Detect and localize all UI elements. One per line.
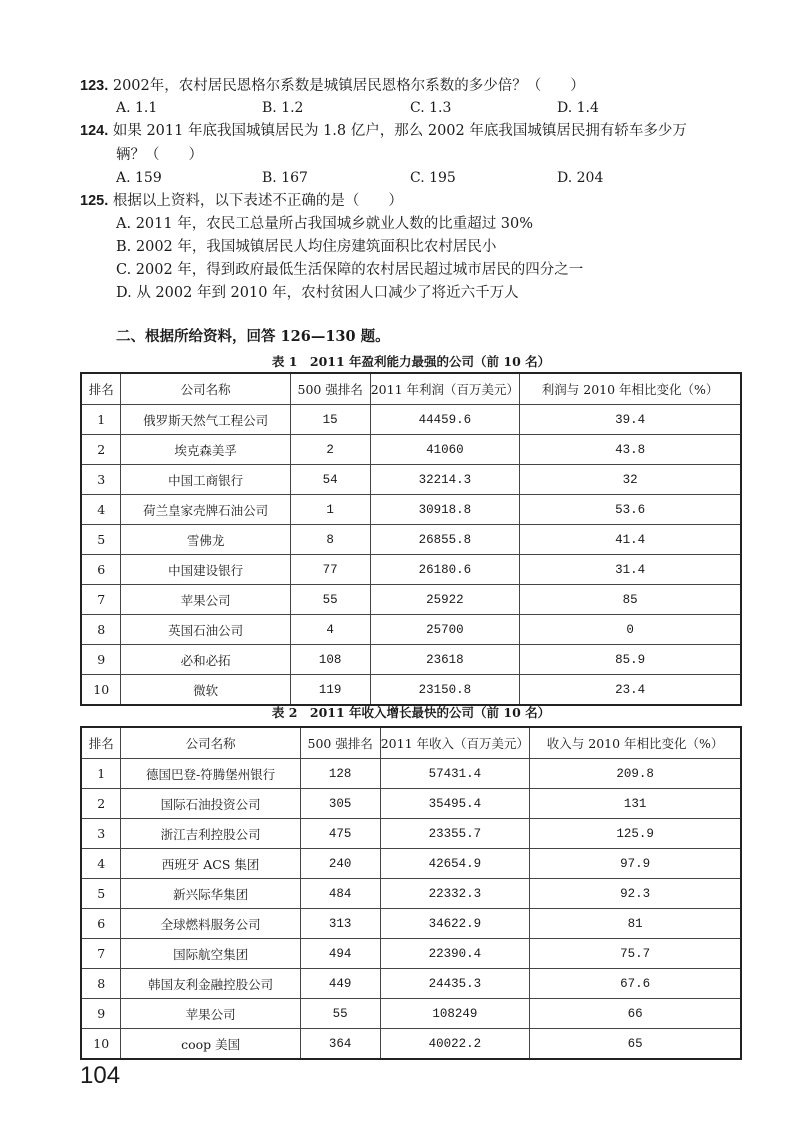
cell-rank: 3 [81, 465, 121, 495]
header-rank: 排名 [81, 727, 121, 759]
cell-value: 40022.2 [380, 1029, 530, 1060]
cell-change: 53.6 [520, 495, 741, 525]
cell-value: 34622.9 [380, 909, 530, 939]
cell-value: 23618 [370, 645, 520, 675]
header-revenue-change: 收入与 2010 年相比变化（%） [530, 727, 741, 759]
cell-500-rank: 494 [300, 939, 380, 969]
cell-value: 57431.4 [380, 759, 530, 789]
table-row [81, 615, 741, 645]
table-row [81, 675, 741, 706]
table-row [81, 999, 741, 1029]
header-500-rank: 500 强排名 [290, 373, 370, 405]
option-b: B. 1.2 [262, 100, 304, 116]
cell-change: 66 [530, 999, 741, 1029]
cell-change: 209.8 [530, 759, 741, 789]
cell-company: 中国工商银行 [121, 465, 290, 495]
table-header-row [81, 373, 741, 405]
cell-500-rank: 2 [290, 435, 370, 465]
cell-rank: 1 [81, 759, 121, 789]
question-text: 2002年，农村居民恩格尔系数是城镇居民恩格尔系数的多少倍？（ ） [112, 78, 585, 94]
cell-company: 德国巴登-符腾堡州银行 [121, 759, 300, 789]
cell-rank: 7 [81, 939, 121, 969]
cell-500-rank: 55 [300, 999, 380, 1029]
cell-value: 30918.8 [370, 495, 520, 525]
cell-company: 国际石油投资公司 [121, 789, 300, 819]
cell-value: 22332.3 [380, 879, 530, 909]
table-row [81, 1029, 741, 1060]
cell-rank: 10 [81, 1029, 121, 1060]
cell-rank: 1 [81, 405, 121, 435]
table2-caption: 表 2 2011 年收入增长最快的公司（前 10 名） [271, 705, 551, 720]
option-b: B. 2002 年，我国城镇居民人均住房建筑面积比农村居民小 [116, 239, 497, 255]
cell-change: 131 [530, 789, 741, 819]
cell-change: 85 [520, 585, 741, 615]
cell-value: 23355.7 [380, 819, 530, 849]
cell-rank: 8 [81, 969, 121, 999]
cell-change: 67.6 [530, 969, 741, 999]
cell-company: 苹果公司 [121, 585, 290, 615]
cell-company: 国际航空集团 [121, 939, 300, 969]
cell-value: 22390.4 [380, 939, 530, 969]
cell-value: 24435.3 [380, 969, 530, 999]
cell-change: 85.9 [520, 645, 741, 675]
cell-500-rank: 15 [290, 405, 370, 435]
option-c: C. 195 [410, 170, 456, 186]
option-c: C. 1.3 [410, 100, 452, 116]
table-row [81, 939, 741, 969]
table-row [81, 525, 741, 555]
cell-company: 埃克森美孚 [121, 435, 290, 465]
cell-rank: 10 [81, 675, 121, 706]
cell-value: 42654.9 [380, 849, 530, 879]
cell-rank: 2 [81, 435, 121, 465]
table-header-row [81, 727, 741, 759]
cell-change: 23.4 [520, 675, 741, 706]
question-125 [80, 190, 403, 212]
table-row [81, 879, 741, 909]
question-123 [80, 75, 585, 97]
question-text-continued: 辆？（ ） [116, 147, 203, 163]
cell-rank: 9 [81, 645, 121, 675]
cell-company: 中国建设银行 [121, 555, 290, 585]
cell-change: 0 [520, 615, 741, 645]
cell-company: 韩国友利金融控股公司 [121, 969, 300, 999]
cell-value: 25922 [370, 585, 520, 615]
cell-change: 75.7 [530, 939, 741, 969]
cell-company: 必和必拓 [121, 645, 290, 675]
question-text: 如果 2011 年底我国城镇居民为 1.8 亿户，那么 2002 年底我国城镇居民拥有轿车多少万 [112, 123, 687, 139]
table-row [81, 585, 741, 615]
option-a: A. 159 [116, 170, 162, 186]
table2 [80, 726, 742, 1060]
table-row [81, 405, 741, 435]
cell-rank: 5 [81, 525, 121, 555]
option-d: D. 204 [557, 170, 604, 186]
cell-500-rank: 449 [300, 969, 380, 999]
cell-value: 108249 [380, 999, 530, 1029]
cell-change: 92.3 [530, 879, 741, 909]
table-row [81, 465, 741, 495]
cell-500-rank: 475 [300, 819, 380, 849]
cell-500-rank: 1 [290, 495, 370, 525]
cell-company: 英国石油公司 [121, 615, 290, 645]
cell-rank: 7 [81, 585, 121, 615]
header-company: 公司名称 [121, 727, 300, 759]
cell-500-rank: 128 [300, 759, 380, 789]
cell-500-rank: 8 [290, 525, 370, 555]
section-title: 二、根据所给资料，回答 126—130 题。 [116, 328, 390, 345]
table-row [81, 555, 741, 585]
header-500-rank: 500 强排名 [300, 727, 380, 759]
cell-change: 31.4 [520, 555, 741, 585]
option-b: B. 167 [262, 170, 308, 186]
cell-rank: 6 [81, 909, 121, 939]
cell-500-rank: 54 [290, 465, 370, 495]
cell-500-rank: 108 [290, 645, 370, 675]
option-d: D. 从 2002 年到 2010 年，农村贫困人口减少了将近六千万人 [116, 285, 519, 301]
cell-value: 25700 [370, 615, 520, 645]
table-row [81, 819, 741, 849]
cell-rank: 5 [81, 879, 121, 909]
cell-company: coop 美国 [121, 1029, 300, 1060]
page-number: 104 [80, 1062, 121, 1089]
cell-rank: 9 [81, 999, 121, 1029]
cell-500-rank: 55 [290, 585, 370, 615]
cell-500-rank: 4 [290, 615, 370, 645]
cell-company: 雪佛龙 [121, 525, 290, 555]
table-row [81, 759, 741, 789]
option-a: A. 2011 年，农民工总量所占我国城乡就业人数的比重超过 30% [116, 216, 534, 232]
table-row [81, 909, 741, 939]
cell-500-rank: 364 [300, 1029, 380, 1060]
cell-change: 81 [530, 909, 741, 939]
header-profit-change: 利润与 2010 年相比变化（%） [520, 373, 741, 405]
cell-company: 全球燃料服务公司 [121, 909, 300, 939]
table-row [81, 789, 741, 819]
table-row [81, 435, 741, 465]
cell-rank: 4 [81, 849, 121, 879]
question-number: 124. [80, 123, 109, 139]
cell-value: 32214.3 [370, 465, 520, 495]
header-rank: 排名 [81, 373, 121, 405]
table-row [81, 495, 741, 525]
cell-change: 43.8 [520, 435, 741, 465]
cell-change: 41.4 [520, 525, 741, 555]
cell-change: 97.9 [530, 849, 741, 879]
cell-value: 35495.4 [380, 789, 530, 819]
cell-value: 26855.8 [370, 525, 520, 555]
cell-rank: 2 [81, 789, 121, 819]
cell-rank: 8 [81, 615, 121, 645]
cell-company: 西班牙 ACS 集团 [121, 849, 300, 879]
question-text: 根据以上资料，以下表述不正确的是（ ） [112, 193, 403, 209]
header-profit: 2011 年利润（百万美元） [370, 373, 520, 405]
cell-change: 32 [520, 465, 741, 495]
cell-company: 俄罗斯天然气工程公司 [121, 405, 290, 435]
option-c: C. 2002 年，得到政府最低生活保障的农村居民超过城市居民的四分之一 [116, 262, 584, 278]
cell-500-rank: 240 [300, 849, 380, 879]
cell-change: 39.4 [520, 405, 741, 435]
cell-500-rank: 77 [290, 555, 370, 585]
cell-value: 41060 [370, 435, 520, 465]
cell-value: 23150.8 [370, 675, 520, 706]
table-row [81, 645, 741, 675]
table1 [80, 372, 742, 706]
table1-caption: 表 1 2011 年盈利能力最强的公司（前 10 名） [271, 354, 551, 369]
header-revenue: 2011 年收入（百万美元） [380, 727, 530, 759]
cell-value: 26180.6 [370, 555, 520, 585]
cell-500-rank: 313 [300, 909, 380, 939]
question-124 [80, 120, 687, 142]
option-a: A. 1.1 [116, 100, 158, 116]
cell-rank: 4 [81, 495, 121, 525]
header-company: 公司名称 [121, 373, 290, 405]
cell-500-rank: 119 [290, 675, 370, 706]
cell-company: 浙江吉利控股公司 [121, 819, 300, 849]
cell-company: 新兴际华集团 [121, 879, 300, 909]
option-d: D. 1.4 [557, 100, 599, 116]
table-row [81, 849, 741, 879]
question-number: 123. [80, 78, 109, 94]
cell-500-rank: 484 [300, 879, 380, 909]
cell-rank: 3 [81, 819, 121, 849]
question-number: 125. [80, 193, 109, 209]
cell-change: 65 [530, 1029, 741, 1060]
cell-value: 44459.6 [370, 405, 520, 435]
cell-change: 125.9 [530, 819, 741, 849]
cell-company: 苹果公司 [121, 999, 300, 1029]
table-row [81, 969, 741, 999]
cell-company: 荷兰皇家壳牌石油公司 [121, 495, 290, 525]
cell-500-rank: 305 [300, 789, 380, 819]
cell-rank: 6 [81, 555, 121, 585]
cell-company: 微软 [121, 675, 290, 706]
